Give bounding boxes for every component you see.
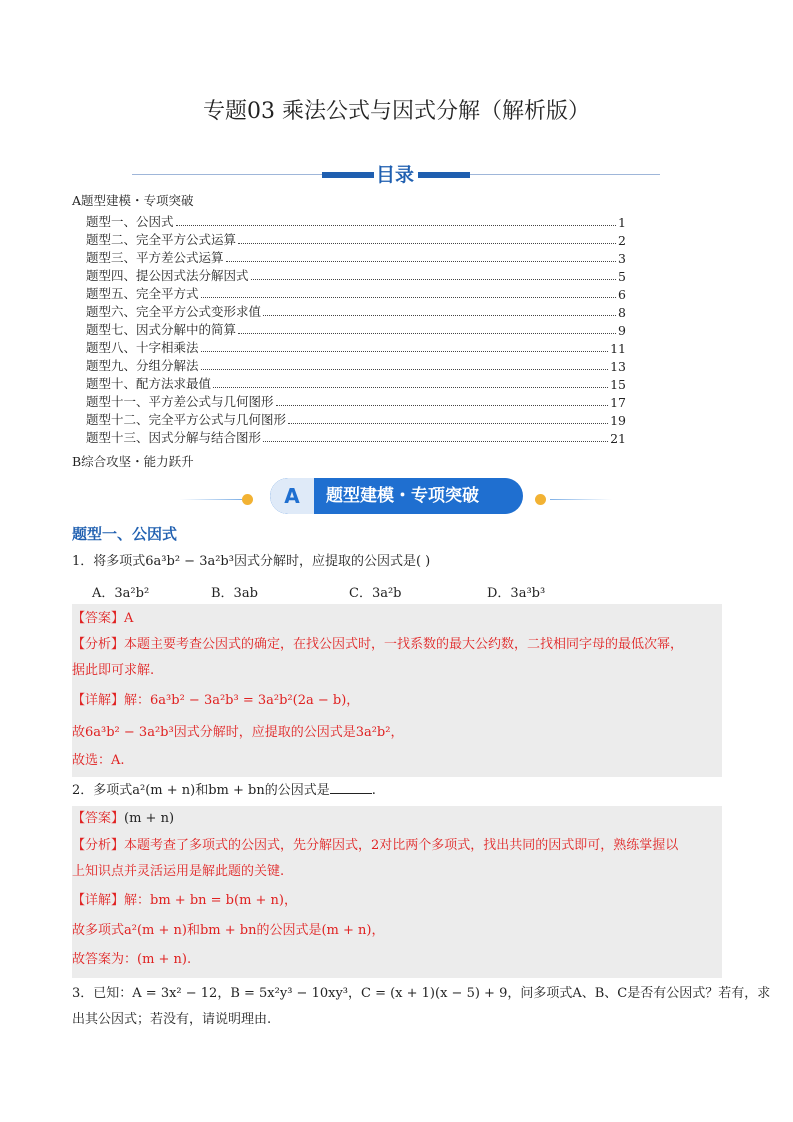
- banner-letter: A: [270, 478, 314, 514]
- toc-item[interactable]: [86, 302, 626, 320]
- toc-item-label: 题型一、公因式: [86, 214, 174, 229]
- q1-option-d: D．3a³b³: [487, 586, 546, 601]
- toc-item[interactable]: [86, 212, 626, 230]
- toc-leader-dots: [251, 279, 617, 280]
- q1-analysis: [72, 636, 683, 654]
- toc-item-label: 题型三、平方差公式运算: [86, 250, 224, 265]
- q1-detail-tag: 【详解】: [72, 693, 125, 708]
- toc-leader-dots: [263, 441, 608, 442]
- q2-stem-text: 2．多项式a²(m + n)和bm + bn的公因式是: [72, 783, 330, 798]
- q2-analysis-text: 本题考查了多项式的公因式，先分解因式，2对比两个多项式，找出共同的因式即可，熟练掌握以: [124, 838, 679, 853]
- toc-item-page: 19: [610, 413, 626, 428]
- toc-leader-dots: [176, 225, 617, 226]
- q1-detail-text: 解：6a³b² − 3a²b³ = 3a²b²(2a − b)，: [124, 693, 360, 708]
- toc-item[interactable]: [86, 374, 626, 392]
- q2-stem-end: .: [371, 783, 376, 798]
- section-banner: [270, 478, 523, 514]
- toc-divider-right: [470, 174, 660, 175]
- toc-item-label: 题型九、分组分解法: [86, 358, 199, 373]
- banner-dot-left: [242, 494, 253, 505]
- toc-heading: 目录: [376, 164, 415, 186]
- q2-analysis-tag: 【分析】: [72, 838, 125, 853]
- q1-option-c: C．3a²b: [349, 586, 402, 601]
- q2-detail-tag: 【详解】: [72, 893, 125, 908]
- toc-item-label: 题型十、配方法求最值: [86, 376, 212, 391]
- toc-item[interactable]: [86, 284, 626, 302]
- q2-conclusion: 故多项式a²(m + n)和bm + bn的公因式是(m + n)，: [72, 923, 385, 938]
- q1-solution-box: [72, 604, 722, 777]
- toc-item-label: 题型十一、平方差公式与几何图形: [86, 394, 274, 409]
- toc-leader-dots: [238, 243, 616, 244]
- q1-analysis-text: 本题主要考查公因式的确定，在找公因式时，一找系数的最大公约数，二找相同字母的最低次幂，: [124, 637, 684, 652]
- toc-leader-dots: [201, 369, 609, 370]
- q2-stem: [72, 781, 376, 800]
- q2-answer-value: (m + n): [124, 811, 175, 826]
- q2-final: 故答案为：(m + n).: [72, 952, 192, 967]
- toc-item-page: 15: [610, 377, 626, 392]
- toc-leader-dots: [213, 387, 608, 388]
- toc-item-page: 17: [610, 395, 626, 410]
- toc-leader-dots: [288, 423, 608, 424]
- toc-item-label: 题型七、因式分解中的简算: [86, 322, 237, 337]
- q1-stem: 1．将多项式6a³b² − 3a²b³因式分解时，应提取的公因式是( ): [72, 554, 431, 569]
- q1-analysis-tag: 【分析】: [72, 637, 125, 652]
- q3-stem: 3．已知：A = 3x² − 12，B = 5x²y³ − 10xy³，C = (x + 1)(x − 5) + 9，问多项式A、B、C是否有公因式？若有，求: [72, 986, 771, 1001]
- q1-option-b: B．3ab: [211, 586, 258, 601]
- toc-item-page: 5: [618, 269, 626, 284]
- toc-item-label: 题型二、完全平方公式运算: [86, 232, 237, 247]
- page-title: 专题03 乘法公式与因式分解（解析版）: [203, 99, 590, 124]
- toc-item-label: 题型六、完全平方公式变形求值: [86, 304, 262, 319]
- q1-choice: 故选：A.: [72, 753, 125, 768]
- toc-section-a[interactable]: A题型建模・专项突破: [72, 193, 194, 208]
- toc-item-page: 1: [618, 215, 626, 230]
- toc-item-page: 8: [618, 305, 626, 320]
- toc-item[interactable]: [86, 356, 626, 374]
- banner-dot-right: [535, 494, 546, 505]
- q2-detail: [72, 892, 297, 910]
- q1-option-a: A．3a²b²: [92, 586, 150, 601]
- toc-item[interactable]: [86, 248, 626, 266]
- toc-item-page: 2: [618, 233, 626, 248]
- q2-answer-tag: 【答案】: [72, 811, 125, 826]
- toc-item-page: 9: [618, 323, 626, 338]
- q1-conclusion: 故6a³b² − 3a²b³因式分解时，应提取的公因式是3a²b²，: [72, 725, 404, 740]
- section-title: 题型一、公因式: [72, 525, 178, 543]
- q2-analysis-cont: 上知识点并灵活运用是解此题的关键.: [72, 864, 285, 879]
- toc-item-label: 题型十二、完全平方公式与几何图形: [86, 412, 287, 427]
- q1-analysis-cont: 据此即可求解.: [72, 663, 155, 678]
- q2-analysis: [72, 837, 678, 855]
- toc-leader-dots: [226, 261, 617, 262]
- toc-item[interactable]: [86, 428, 626, 446]
- toc-item-label: 题型八、十字相乘法: [86, 340, 199, 355]
- toc-leader-dots: [263, 315, 616, 316]
- toc-item[interactable]: [86, 230, 626, 248]
- toc-item-label: 题型十三、因式分解与结合图形: [86, 430, 262, 445]
- toc-leader-dots: [201, 351, 609, 352]
- toc-item-label: 题型五、完全平方式: [86, 286, 199, 301]
- q2-blank[interactable]: [330, 781, 372, 794]
- toc-item-label: 题型四、提公因式法分解因式: [86, 268, 249, 283]
- q1-answer: 【答案】A: [72, 611, 134, 626]
- toc-item[interactable]: [86, 410, 626, 428]
- toc-leader-dots: [238, 333, 616, 334]
- banner-line-left: [180, 499, 242, 500]
- toc-item-page: 13: [610, 359, 626, 374]
- q2-detail-text: 解：bm + bn = b(m + n)，: [124, 893, 297, 908]
- toc-item[interactable]: [86, 338, 626, 356]
- toc-item-page: 3: [618, 251, 626, 266]
- toc-leader-dots: [276, 405, 609, 406]
- toc-divider-left: [132, 174, 322, 175]
- toc-bar-right: [418, 172, 470, 178]
- toc-item-page: 11: [610, 341, 626, 356]
- banner-text: 题型建模・专项突破: [326, 486, 479, 506]
- toc-item[interactable]: [86, 320, 626, 338]
- toc-item-page: 21: [610, 431, 626, 446]
- toc-item[interactable]: [86, 392, 626, 410]
- banner-line-right: [550, 499, 612, 500]
- toc-leader-dots: [201, 297, 617, 298]
- q3-stem-cont: 出其公因式；若没有，请说明理由.: [72, 1012, 272, 1027]
- toc-item[interactable]: [86, 266, 626, 284]
- toc-section-b[interactable]: B综合攻坚・能力跃升: [72, 454, 194, 469]
- q2-answer: [72, 810, 174, 828]
- toc-item-page: 6: [618, 287, 626, 302]
- q1-detail: [72, 692, 359, 710]
- toc-bar-left: [322, 172, 374, 178]
